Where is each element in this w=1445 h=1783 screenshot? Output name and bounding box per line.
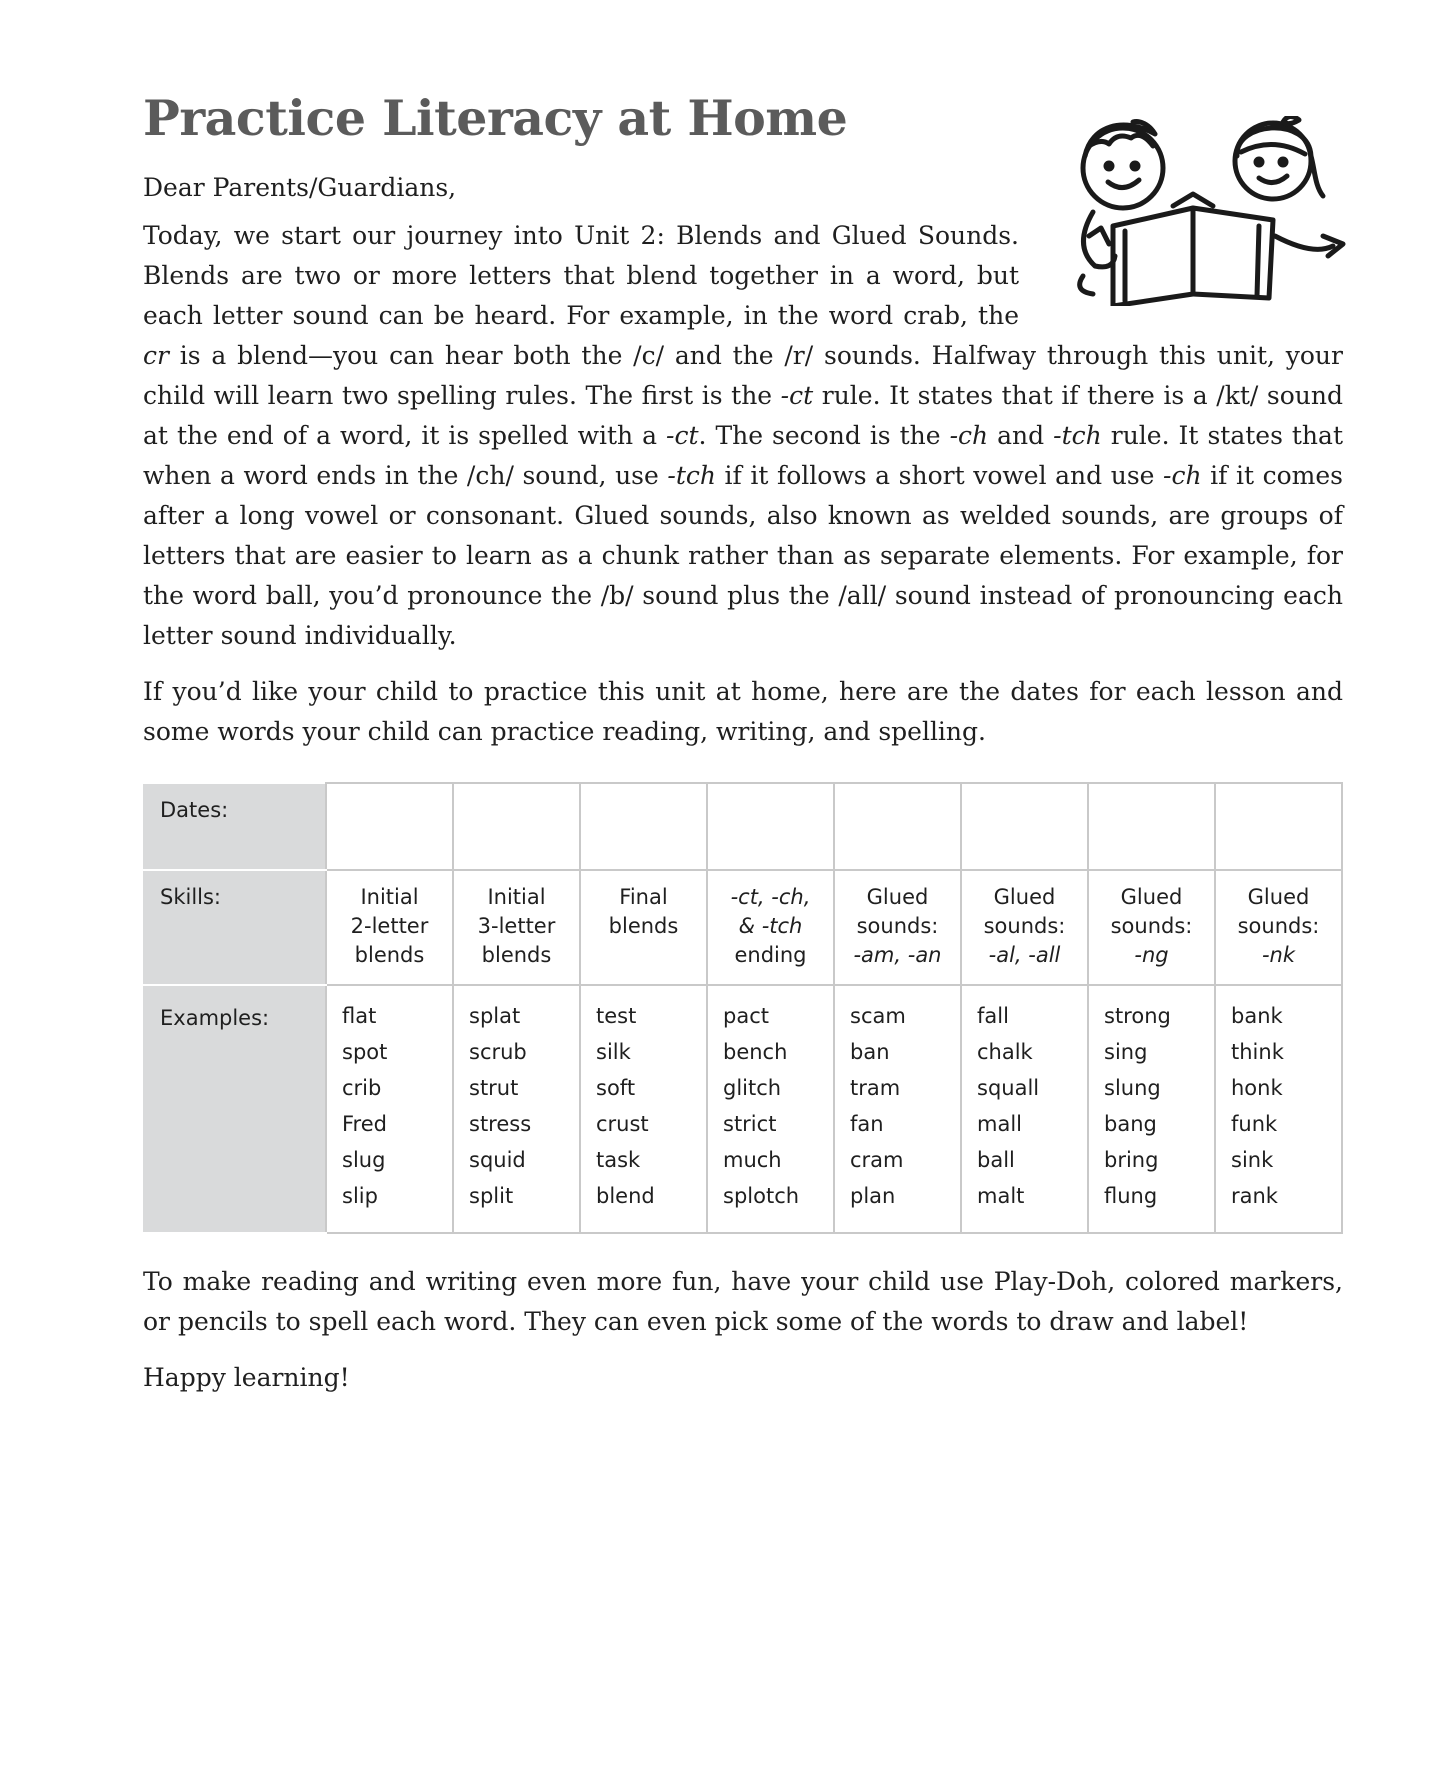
date-cell[interactable] (1215, 783, 1342, 870)
example-words-cell (1088, 985, 1215, 1233)
skill-line: blends (481, 943, 552, 967)
example-word: slug (342, 1148, 386, 1172)
example-word: task (596, 1148, 641, 1172)
skill-line: sounds: (856, 914, 939, 938)
example-word: stress (469, 1112, 532, 1136)
example-word: scrub (469, 1040, 527, 1064)
practice-paragraph: If you’d like your child to practice this unit at home, here are the dates for each lesson and some words your child can practice reading, writing, and spelling. (143, 677, 1343, 746)
skill-line: blends (608, 914, 679, 938)
skill-line: Initial (360, 885, 419, 909)
skill-line: Final (619, 885, 668, 909)
skill-line: Glued (1120, 885, 1183, 909)
example-word: flung (1104, 1184, 1158, 1208)
example-word: honk (1231, 1076, 1283, 1100)
skill-line: ending (734, 943, 807, 967)
dates-row (144, 783, 1342, 870)
skills-row (144, 870, 1342, 985)
date-cell[interactable] (834, 783, 961, 870)
page-title: Practice Literacy at Home (143, 89, 848, 147)
example-word: squid (469, 1148, 526, 1172)
example-word: split (469, 1184, 514, 1208)
skill-line: Glued (1247, 885, 1310, 909)
example-word: strict (723, 1112, 777, 1136)
example-word: chalk (977, 1040, 1033, 1064)
example-word: tram (850, 1076, 901, 1100)
example-word: bank (1231, 1004, 1283, 1028)
example-word: sing (1104, 1040, 1148, 1064)
example-word: funk (1231, 1112, 1278, 1136)
skill-cell (834, 870, 961, 985)
example-word: plan (850, 1184, 896, 1208)
skill-cell (1215, 870, 1342, 985)
example-word: Fred (342, 1112, 387, 1136)
example-words-cell (961, 985, 1088, 1233)
date-cell[interactable] (326, 783, 453, 870)
example-word: spot (342, 1040, 388, 1064)
date-cell[interactable] (707, 783, 834, 870)
skill-cell (580, 870, 707, 985)
example-word: slip (342, 1184, 378, 1208)
example-word: mall (977, 1112, 1022, 1136)
skill-line: Glued (993, 885, 1056, 909)
example-word: splotch (723, 1184, 800, 1208)
example-word: crust (596, 1112, 649, 1136)
example-word: rank (1231, 1184, 1278, 1208)
example-word: bench (723, 1040, 788, 1064)
example-word: crib (342, 1076, 382, 1100)
example-word: flat (342, 1004, 377, 1028)
example-word: ban (850, 1040, 890, 1064)
example-word: bang (1104, 1112, 1157, 1136)
example-word: squall (977, 1076, 1040, 1100)
example-word: pact (723, 1004, 769, 1028)
skill-line: sounds: (1110, 914, 1193, 938)
skill-cell (707, 870, 834, 985)
salutation: Dear Parents/Guardians, (143, 173, 457, 202)
example-word: strut (469, 1076, 519, 1100)
example-word: ball (977, 1148, 1015, 1172)
skill-line: -nk (1261, 943, 1296, 967)
example-word: sink (1231, 1148, 1274, 1172)
example-word: test (596, 1004, 637, 1028)
example-word: glitch (723, 1076, 782, 1100)
example-word: cram (850, 1148, 904, 1172)
skill-line: -ng (1134, 943, 1169, 967)
example-word: slung (1104, 1076, 1161, 1100)
letter-page (143, 78, 1343, 1398)
example-word: bring (1104, 1148, 1159, 1172)
children-reading-book-icon (1053, 116, 1353, 306)
example-word: soft (596, 1076, 636, 1100)
example-words-cell (707, 985, 834, 1233)
skill-line: -al, -all (988, 943, 1061, 967)
intro-section (143, 168, 1343, 656)
example-word: blend (596, 1184, 655, 1208)
date-cell[interactable] (1088, 783, 1215, 870)
skill-line: sounds: (983, 914, 1066, 938)
examples-label: Examples: (144, 985, 326, 1233)
lesson-table (143, 782, 1343, 1234)
skill-line: 3-letter (477, 914, 556, 938)
skill-cell (326, 870, 453, 985)
date-cell[interactable] (961, 783, 1088, 870)
skill-cell (1088, 870, 1215, 985)
examples-row (144, 985, 1342, 1233)
dates-label: Dates: (144, 783, 326, 870)
example-words-cell (1215, 985, 1342, 1233)
date-cell[interactable] (580, 783, 707, 870)
skill-line: & -tch (738, 914, 803, 938)
skill-line: Initial (487, 885, 546, 909)
signoff: Happy learning! (143, 1363, 350, 1392)
example-word: strong (1104, 1004, 1171, 1028)
example-word: fall (977, 1004, 1009, 1028)
example-words-cell (580, 985, 707, 1233)
example-words-cell (326, 985, 453, 1233)
example-word: silk (596, 1040, 631, 1064)
example-words-cell (453, 985, 580, 1233)
skill-line: blends (354, 943, 425, 967)
example-word: scam (850, 1004, 906, 1028)
skill-line: Glued (866, 885, 929, 909)
closing-paragraph: To make reading and writing even more fun, have your child use Play-Doh, colored markers, or pencils to spell each word. They can even pick some of the words to draw and label! (143, 1267, 1343, 1336)
skill-line: -am, -an (853, 943, 942, 967)
example-word: fan (850, 1112, 884, 1136)
example-word: much (723, 1148, 782, 1172)
example-words-cell (834, 985, 961, 1233)
example-word: think (1231, 1040, 1284, 1064)
skill-line: sounds: (1237, 914, 1320, 938)
example-word: splat (469, 1004, 521, 1028)
skill-cell (453, 870, 580, 985)
skills-label: Skills: (144, 870, 326, 985)
skill-line: -ct, -ch, (730, 885, 811, 909)
date-cell[interactable] (453, 783, 580, 870)
example-word: malt (977, 1184, 1025, 1208)
skill-line: 2-letter (350, 914, 429, 938)
skill-cell (961, 870, 1088, 985)
intro-paragraph: Today, we start our journey into Unit 2: Blends and Glued Sounds. Blends are two or more letters that blend together in a word, but each letter sound can be heard. For example, in the word crab, the cr is a blend—you can hear both the /c/ and the /r/ sounds. Halfway through this unit, your child will learn two spelling rules. The first is the -ct rule. It states that if there is a /kt/ sound at the end of a word, it is spelled with a -ct. The second is the -ch and -tch rule. It states that when a word ends in the /ch/ sound, use -tch if it follows a short vowel and use -ch if it comes after a long vowel or consonant. Glued sounds, also known as welded sounds, are groups of letters that are easier to learn as a chunk rather than as separate elements. For example, for the word ball, you’d pronounce the /b/ sound plus the /all/ sound instead of pronouncing each letter sound individually. (143, 221, 1343, 650)
